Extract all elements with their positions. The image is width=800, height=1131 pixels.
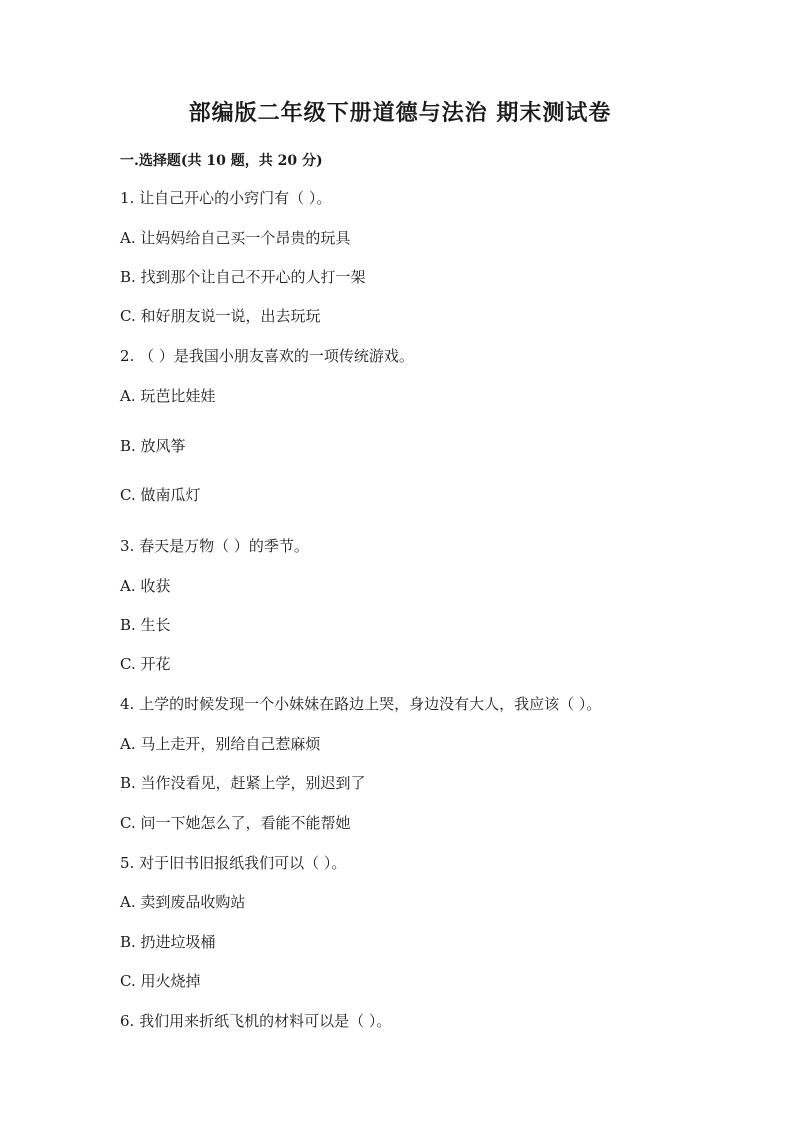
question-5-option-b: B. 扔进垃圾桶	[120, 933, 216, 951]
question-2-option-c: C. 做南瓜灯	[120, 486, 201, 504]
exam-title: 部编版二年级下册道德与法治 期末测试卷	[188, 100, 612, 126]
question-4-stem: 4. 上学的时候发现一个小妹妹在路边上哭，身边没有大人，我应该（ ）。	[120, 695, 602, 713]
question-1-option-b: B. 找到那个让自己不开心的人打一架	[120, 268, 366, 286]
question-4-option-a: A. 马上走开，别给自己惹麻烦	[120, 735, 321, 753]
question-2-option-b: B. 放风筝	[120, 437, 186, 455]
question-2-stem: 2. （ ）是我国小朋友喜欢的一项传统游戏。	[120, 347, 414, 365]
question-1-option-c: C. 和好朋友说一说，出去玩玩	[120, 307, 321, 325]
question-3-option-b: B. 生长	[120, 616, 171, 634]
question-5-option-a: A. 卖到废品收购站	[120, 893, 246, 911]
question-3-option-a: A. 收获	[120, 577, 171, 595]
question-1-stem: 1. 让自己开心的小窍门有（ ）。	[120, 189, 332, 207]
question-4-option-b: B. 当作没看见，赶紧上学，别迟到了	[120, 774, 366, 792]
question-6-stem: 6. 我们用来折纸飞机的材料可以是（ ）。	[120, 1012, 392, 1030]
question-3-option-c: C. 开花	[120, 655, 171, 673]
question-2-option-a: A. 玩芭比娃娃	[120, 387, 216, 405]
question-5-stem: 5. 对于旧书旧报纸我们可以（ ）。	[120, 854, 347, 872]
question-1-option-a: A. 让妈妈给自己买一个昂贵的玩具	[120, 229, 351, 247]
section-heading: 一.选择题(共 10 题，共 20 分)	[120, 153, 323, 169]
question-4-option-c: C. 问一下她怎么了，看能不能帮她	[120, 814, 351, 832]
question-5-option-c: C. 用火烧掉	[120, 972, 201, 990]
question-3-stem: 3. 春天是万物（ ）的季节。	[120, 537, 309, 555]
